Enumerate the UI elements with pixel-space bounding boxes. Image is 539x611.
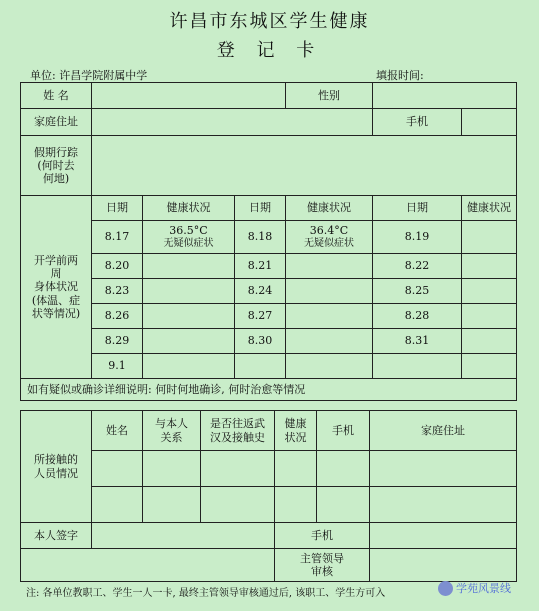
status-cell[interactable] [462,254,517,279]
date-cell: 8.28 [373,304,462,329]
form-subtitle: 登 记 卡 [216,40,323,61]
contact-label [21,411,92,523]
temperature-value: 36.5°C [169,224,208,238]
date-cell: 8.29 [92,329,143,354]
review-label [275,549,370,582]
date-cell: 8.19 [373,221,462,254]
contact-cell[interactable] [370,487,517,523]
contact-health-line: 状况 [284,430,307,444]
contact-address-header: 家庭住址 [370,411,517,451]
review-label-line: 主管领导 [300,551,344,565]
phone-field-2[interactable] [370,523,517,549]
contact-cell[interactable] [317,487,370,523]
empty-cell [21,549,275,582]
date-cell: 9.1 [92,354,143,379]
status-cell[interactable] [143,279,235,304]
wechat-icon [438,581,453,596]
health-label-line: (体温、症 [31,293,81,307]
contact-cell[interactable] [201,451,275,487]
status-cell[interactable] [143,329,235,354]
date-cell: 8.20 [92,254,143,279]
name-label: 姓 名 [21,83,92,109]
registration-table [20,82,517,401]
contact-wuhan-line: 汉及接触史 [210,430,265,444]
status-cell[interactable] [462,221,517,254]
status-cell[interactable] [143,354,235,379]
status-cell[interactable] [286,329,373,354]
contact-relation-line: 与本人 [155,417,188,431]
contact-label-line: 所接触的 [34,453,78,467]
unit-label: 单位: 许昌学院附属中学 [30,69,148,82]
date-cell: 8.24 [235,279,286,304]
date-cell: 8.22 [373,254,462,279]
address-label: 家庭住址 [21,109,92,136]
review-label-line: 审核 [311,565,333,578]
status-header: 健康状况 [462,196,517,221]
contact-cell[interactable] [92,451,143,487]
date-cell: 8.23 [92,279,143,304]
watermark-text: 学苑风景线 [456,582,511,595]
signature-field[interactable] [92,523,275,549]
watermark [438,580,511,596]
empty-cell [286,354,373,379]
status-cell[interactable] [143,254,235,279]
trail-field[interactable] [92,136,517,196]
status-header: 健康状况 [143,196,235,221]
health-label-line: 周 [50,267,62,281]
contact-relation-line: 关系 [160,430,183,444]
trail-label-line: 何地) [42,172,70,186]
contact-cell[interactable] [143,487,201,523]
date-header: 日期 [92,196,143,221]
signature-label: 本人签字 [21,523,92,549]
contact-cell[interactable] [275,451,317,487]
status-cell[interactable] [462,279,517,304]
empty-cell [235,354,286,379]
health-label [21,196,92,379]
health-label-line: 身体状况 [34,280,78,294]
symptom-value: 无疑似症状 [304,237,355,249]
trail-label [21,136,92,196]
footer-note: 注: 各单位教职工、学生一人一卡, 最终主管领导审核通过后, 该职工、学生方可入 [26,588,386,599]
form-title: 许昌市东城区学生健康 [169,11,370,32]
name-field[interactable] [92,83,286,109]
review-field[interactable] [370,549,517,582]
phone-field[interactable] [462,109,517,136]
status-cell[interactable] [286,221,373,254]
contact-health-header [275,411,317,451]
status-cell[interactable] [286,254,373,279]
fill-time-label: 填报时间: [376,69,424,82]
phone-label: 手机 [373,109,462,136]
status-cell[interactable] [143,221,235,254]
status-cell[interactable] [286,279,373,304]
date-cell: 8.17 [92,221,143,254]
contact-phone-header: 手机 [317,411,370,451]
contact-label-line: 人员情况 [34,466,78,480]
empty-cell [373,354,462,379]
date-cell: 8.30 [235,329,286,354]
date-header: 日期 [373,196,462,221]
date-header: 日期 [235,196,286,221]
health-label-line: 开学前两 [34,254,78,268]
contact-cell[interactable] [317,451,370,487]
contact-name-header: 姓名 [92,411,143,451]
date-cell: 8.18 [235,221,286,254]
contact-cell[interactable] [201,487,275,523]
suspect-note: 如有疑似或确诊详细说明: 何时何地确诊, 何时治愈等情况 [21,379,517,401]
date-cell: 8.27 [235,304,286,329]
status-cell[interactable] [286,304,373,329]
trail-label-line: 假期行踪 [34,145,78,159]
contact-relation-header [143,411,201,451]
gender-field[interactable] [373,83,517,109]
phone-label-2: 手机 [275,523,370,549]
trail-label-line: (何时去 [37,158,75,172]
status-cell[interactable] [462,329,517,354]
health-label-line: 状等情况) [31,306,81,320]
date-cell: 8.25 [373,279,462,304]
contact-wuhan-header [201,411,275,451]
contact-wuhan-line: 是否往返武 [210,417,265,431]
contact-cell[interactable] [92,487,143,523]
status-cell[interactable] [143,304,235,329]
symptom-value: 无疑似症状 [163,237,214,249]
address-field[interactable] [92,109,373,136]
empty-cell [462,354,517,379]
contact-cell[interactable] [143,451,201,487]
gender-label: 性别 [286,83,373,109]
status-cell[interactable] [462,304,517,329]
contact-cell[interactable] [275,487,317,523]
contacts-table [20,410,517,582]
date-cell: 8.31 [373,329,462,354]
contact-health-line: 健康 [284,417,307,431]
temperature-value: 36.4°C [309,224,349,238]
date-cell: 8.21 [235,254,286,279]
date-cell: 8.26 [92,304,143,329]
status-header: 健康状况 [286,196,373,221]
contact-cell[interactable] [370,451,517,487]
